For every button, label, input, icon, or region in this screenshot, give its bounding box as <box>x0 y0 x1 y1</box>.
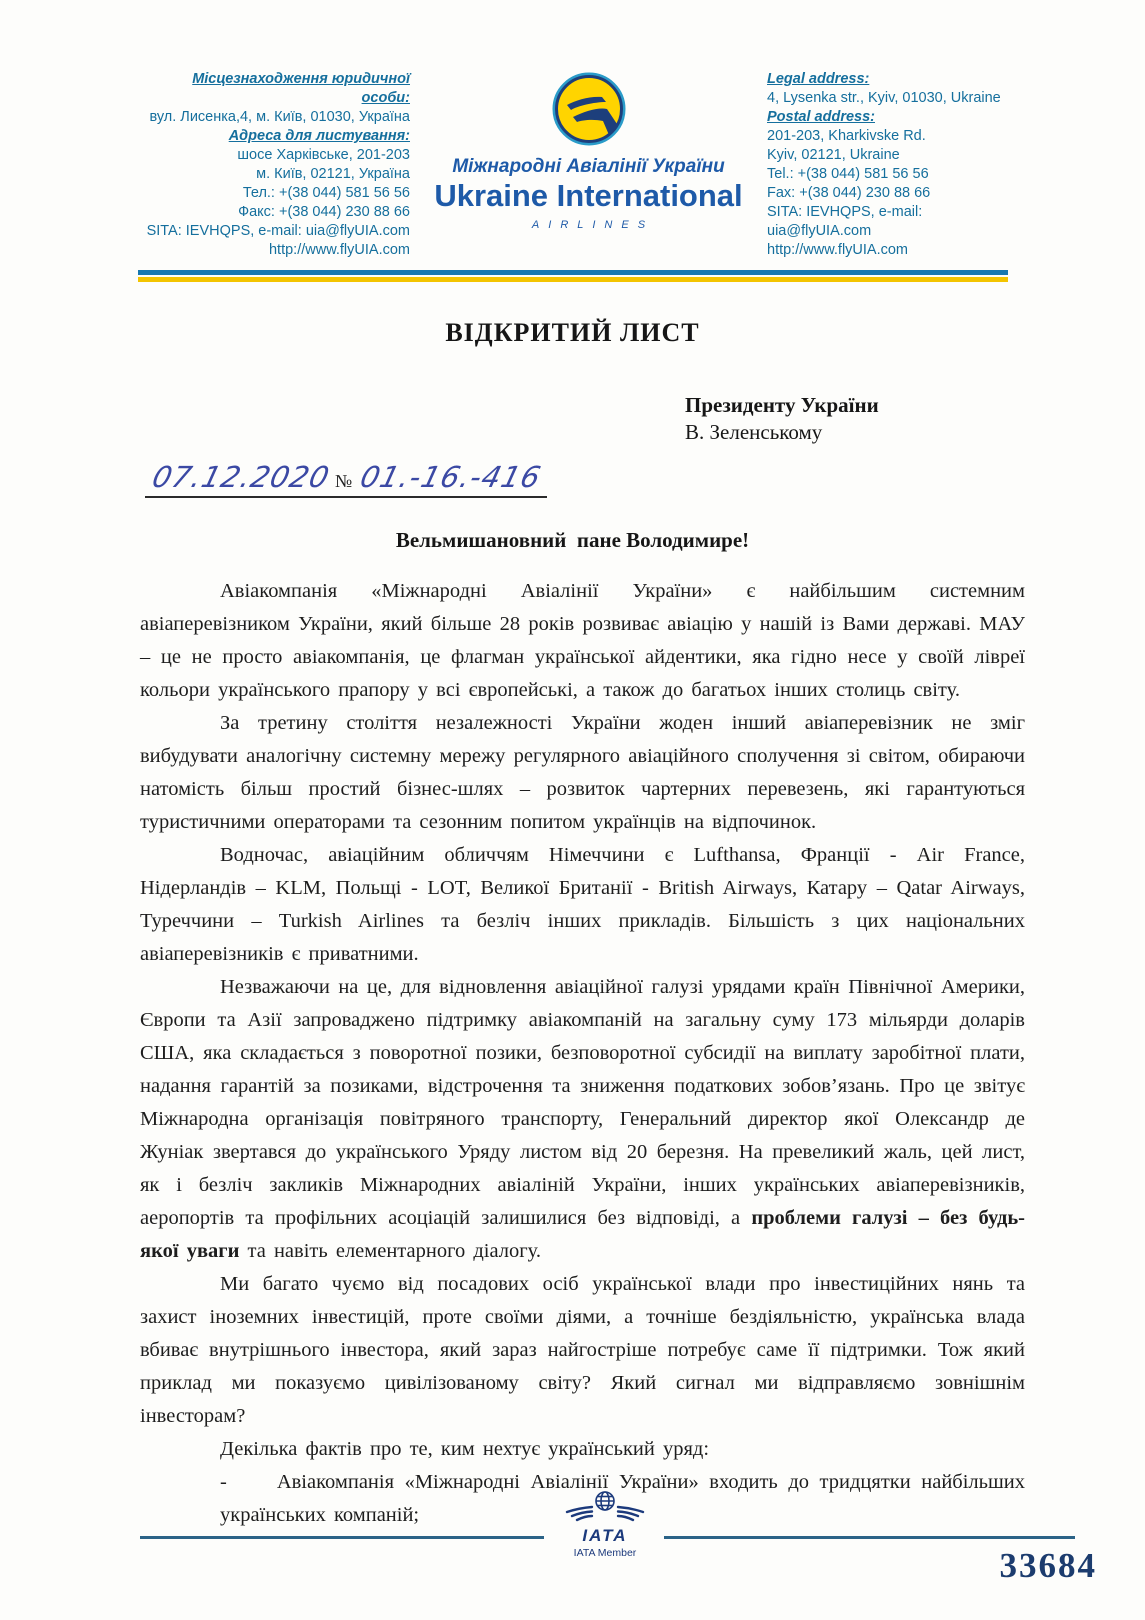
sita-email-en: SITA: IEVHQPS, e-mail: uia@flyUIA.com <box>767 204 923 239</box>
bullet-dash: - <box>220 1471 227 1493</box>
letter-title: ВІДКРИТИЙ ЛИСТ <box>445 318 700 347</box>
company-logo-block <box>410 70 767 231</box>
letterhead-address-ukrainian <box>140 70 410 260</box>
paragraph-2 <box>140 707 1025 839</box>
handwritten-date: 07.12.2020 <box>148 460 334 494</box>
company-name-english: Ukraine International <box>434 178 743 213</box>
number-sign-field <box>335 471 353 498</box>
handwritten-ref-number: 01.-16.-416 <box>357 460 546 494</box>
legal-address-label-uk: Місцезнаходження юридичної особи: <box>192 71 410 106</box>
postal-address-en-1: 201-203, Kharkivske Rd. <box>767 128 926 144</box>
letterhead <box>0 0 1145 260</box>
document-number-stamp: 33684 <box>999 1546 1097 1585</box>
letter-body <box>140 575 1025 1532</box>
fax-en: Fax: +(38 044) 230 88 66 <box>767 185 931 201</box>
ref-number-sign: № <box>335 471 353 492</box>
paragraph-5-text: Ми багато чуємо від посадових осіб української влади про інвестиційних нянь та захист іноземних інвестицій, проте своїми діями, а точніше бездіяльністю, українська влада вбиває внутрішнього інвестора, який зараз найгостріше потребує саме її підтримки. Тож який приклад ми показуємо цивілізованому світу? Який сигнал ми відправляємо зовнішнім інвесторам? <box>140 1273 1025 1427</box>
addressee-block <box>685 392 1145 446</box>
postal-address-uk-2: м. Київ, 02121, Україна <box>256 166 410 182</box>
iata-member-label: IATA Member <box>573 1547 637 1559</box>
paragraph-4-bold-text: проблеми галузі – без будь-якої уваги <box>140 1207 1025 1262</box>
iata-wordmark: IATA <box>582 1526 628 1545</box>
phone-uk: Тел.: +(38 044) 581 56 56 <box>242 185 410 201</box>
sita-email-uk: SITA: IEVHQPS, e-mail: uia@flyUIA.com <box>146 223 410 239</box>
iata-member-block <box>545 1490 665 1559</box>
paragraph-6-text: Декілька фактів про те, ким нехтує український уряд: <box>220 1438 710 1460</box>
uia-logo-icon <box>552 72 626 146</box>
legal-address-en: 4, Lysenka str., Kyiv, 01030, Ukraine <box>767 90 1001 106</box>
addressee-position: Президенту України <box>685 393 879 417</box>
website-uk: http://www.flyUIA.com <box>268 242 410 258</box>
flag-stripe <box>138 270 1008 282</box>
paragraph-4 <box>140 971 1025 1268</box>
paragraph-3 <box>140 839 1025 971</box>
footer-rule-right <box>664 1536 1075 1539</box>
paragraph-6 <box>140 1433 1025 1466</box>
company-name-ukrainian: Міжнародні Авіалінії України <box>452 156 725 177</box>
iata-logo-icon <box>559 1490 651 1524</box>
letterhead-address-english <box>767 70 1029 260</box>
postal-address-en-2: Kyiv, 02121, Ukraine <box>767 147 900 163</box>
postal-address-label-en: Postal address: <box>767 109 875 125</box>
paragraph-4-text-1: Незважаючи на це, для відновлення авіаційної галузі урядами країн Північної Америки, Європи та Азії запроваджено підтримку авіакомпаній на загальну суму 173 мільярди доларів США, яка складається з поворотної позики, безповоротної субсидії на виплату заробітної плати, надання гарантій за позиками, відстрочення та зниження податкових зобов’язань. Про це звітує Міжнародна організація повітряного транспорту, Генеральний директор якої Олександр де Жуніак звертався до українського Уряду листом від 20 березня. На превеликий жаль, цей лист, як і безліч закликів Міжнародних авіаліній України, інших українських авіаперевізників, аеропортів та профільних асоціацій залишилися без відповіді, а <box>140 976 1025 1229</box>
footer-rule-left <box>140 1536 544 1539</box>
postal-address-uk-1: шосе Харківське, 201-203 <box>237 147 410 163</box>
website-en: http://www.flyUIA.com <box>767 242 909 258</box>
legal-address-uk: вул. Лисенка,4, м. Київ, 01030, Україна <box>149 109 410 125</box>
paragraph-2-text: За третину століття незалежності України жоден інший авіаперевізник не зміг вибудувати аналогічну системну мережу регулярного авіаційного сполучення зі світом, обираючи натомість більш простий бізнес-шлях – розвиток чартерних перевезень, які гарантуються туристичними операторами та сезонним попитом українців на відпочинок. <box>140 712 1025 833</box>
paragraph-1-text: Авіакомпанія «Міжнародні Авіалінії України» є найбільшим системним авіаперевізником України, який більше 28 років розвиває авіацію у нашій із Вами державі. МАУ – це не просто авіакомпанія, це флагман української айдентики, яка гідно несе у своїй лівреї кольори українського прапору у всі європейські, а також до багатьох інших столиць світу. <box>140 580 1025 701</box>
fax-uk: Факс: +(38 044) 230 88 66 <box>238 204 410 220</box>
postal-address-label-uk: Адреса для листування: <box>228 128 410 144</box>
stripe-yellow-bar <box>138 277 1008 282</box>
paragraph-5 <box>140 1268 1025 1433</box>
salutation: Вельмишановний пане Володимире! <box>395 528 750 552</box>
date-field <box>145 460 335 498</box>
paragraph-3-text: Водночас, авіаційним обличчям Німеччини є Lufthansa, Франції - Air France, Нідерландів – KLM, Польщі - LOT, Великої Британії - British Airways, Катару – Qatar Airways, Туреччини – Turkish Airlines та безліч інших прикладів. Більшість з цих національних авіаперевізників є приватними. <box>140 844 1025 965</box>
phone-en: Tel.: +(38 044) 581 56 56 <box>767 166 929 182</box>
paragraph-1 <box>140 575 1025 707</box>
date-and-reference-line <box>145 460 1145 510</box>
legal-address-label-en: Legal address: <box>767 71 870 87</box>
ref-number-field <box>353 460 547 498</box>
paragraph-4-text-2: та навіть елементарного діалогу. <box>239 1240 541 1262</box>
airlines-caption: AIRLINES <box>531 218 655 231</box>
bullet-item-1-text: Авіакомпанія «Міжнародні Авіалінії України» входить до тридцятки найбільших українських компаній; <box>220 1471 1025 1526</box>
addressee-name: В. Зеленському <box>685 420 823 444</box>
